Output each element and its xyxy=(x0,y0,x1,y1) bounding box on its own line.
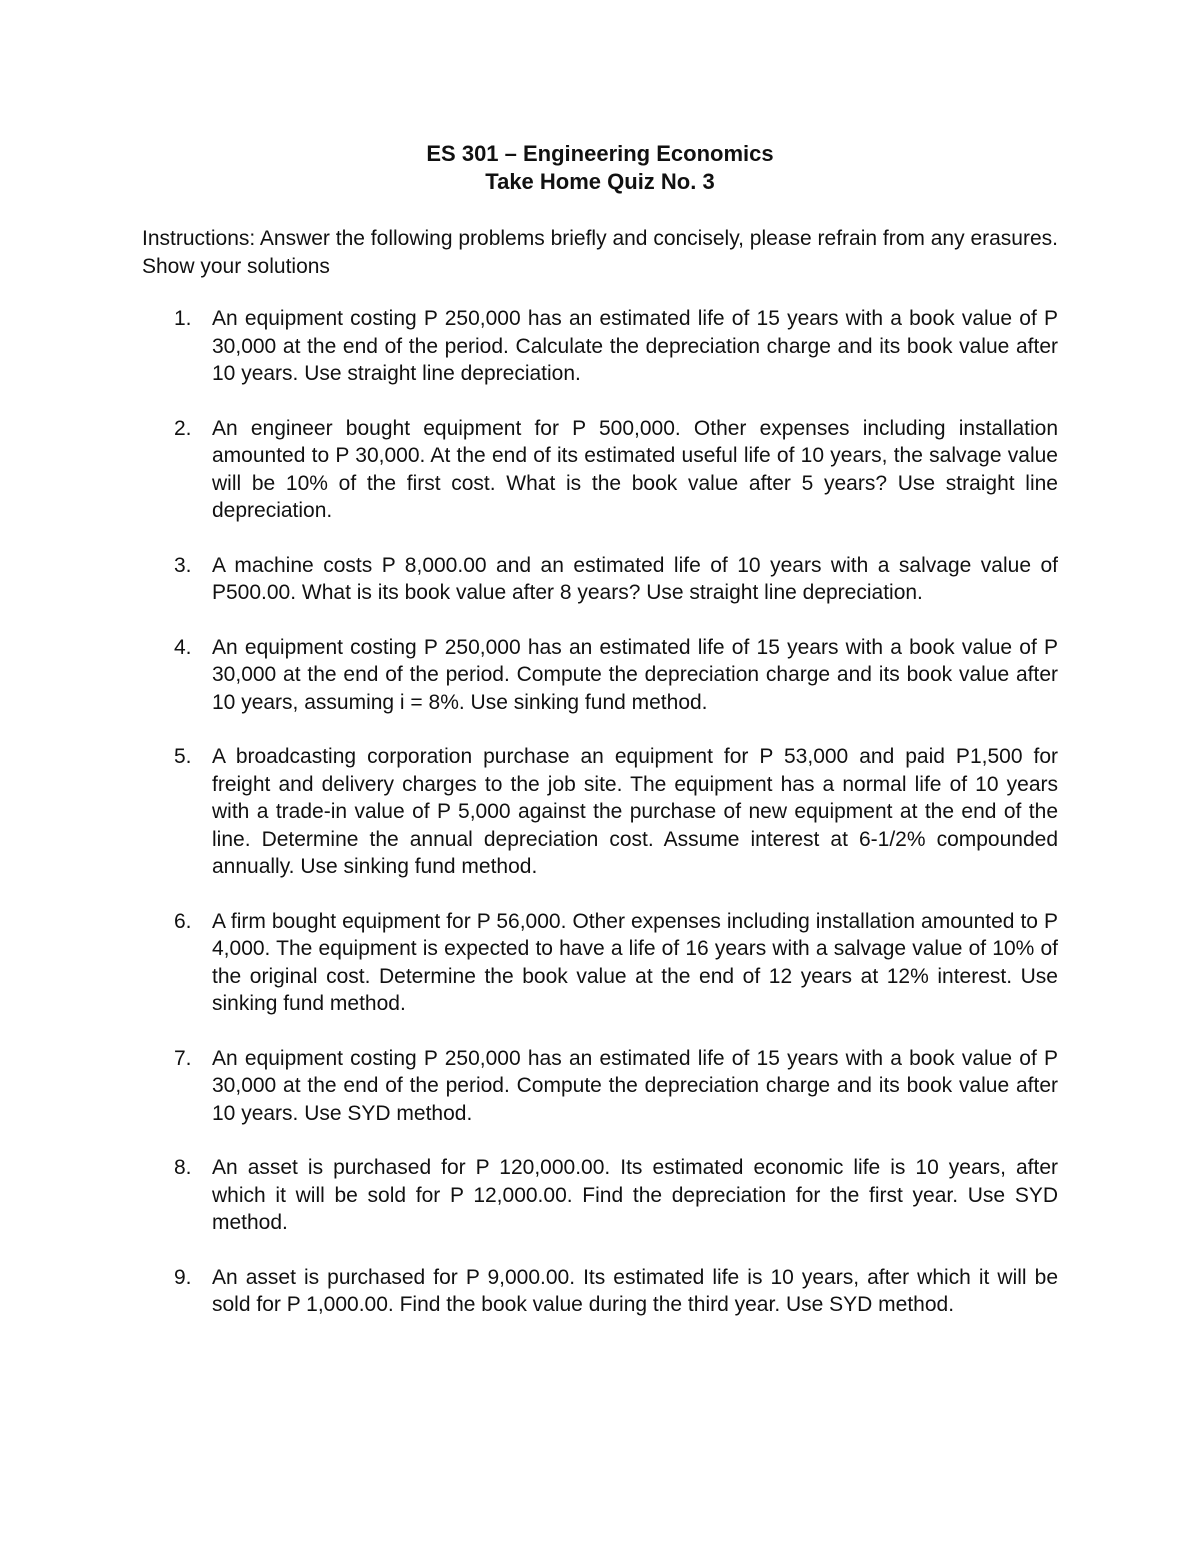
problem-number: 7. xyxy=(174,1046,192,1070)
document-header xyxy=(0,140,1200,196)
problem-item xyxy=(142,1154,1058,1237)
problem-text: An asset is purchased for P 120,000.00. Its estimated economic life is 10 years, after which it will be sold for P 12,000.00. Find the depreciation for the first year. Use SYD method. xyxy=(212,1156,1058,1234)
problem-text: A firm bought equipment for P 56,000. Other expenses including installation amounted to P 4,000. The equipment is expected to have a life of 16 years with a salvage value of 10% of the original cost. Determine the book value at the end of 12 years at 12% interest. Use sinking fund method. xyxy=(212,909,1058,1015)
instructions-paragraph: Instructions: Answer the following problems briefly and concisely, please refrain from any erasures. Show your solutions xyxy=(142,227,1058,278)
problem-text: A machine costs P 8,000.00 and an estimated life of 10 years with a salvage value of P500.00. What is its book value after 8 years? Use straight line depreciation. xyxy=(212,553,1058,604)
problem-item xyxy=(142,908,1058,1018)
problem-item xyxy=(142,1045,1058,1128)
problem-number: 8. xyxy=(174,1156,192,1179)
problem-number: 1. xyxy=(174,307,192,330)
problem-text: An equipment costing P 250,000 has an estimated life of 15 years with a book value of P 30,000 at the end of the period. Calculate the depreciation charge and its book value after 10 years. Use straight line depreciation. xyxy=(212,307,1058,385)
problem-item xyxy=(142,634,1058,717)
problem-text: An equipment costing P 250,000 has an estimated life of 15 years with a book value of P 30,000 at the end of the period. Compute the depreciation charge and its book value after 10 years, assuming i = 8%. Use sinking fund method. xyxy=(212,635,1058,714)
problem-number: 6. xyxy=(174,909,192,933)
problem-text: A broadcasting corporation purchase an equipment for P 53,000 and paid P1,500 for freight and delivery charges to the job site. The equipment has a normal life of 10 years with a trade-in value of P 5,000 against the purchase of new equipment at the end of the line. Determine the annual depreciation cost. Assume interest at 6-1/2% compounded annually. Use sinking fund method. xyxy=(212,745,1058,878)
problem-text: An equipment costing P 250,000 has an estimated life of 15 years with a book value of P 30,000 at the end of the period. Compute the depreciation charge and its book value after 10 years. Use SYD method. xyxy=(212,1046,1058,1125)
problem-item xyxy=(142,552,1058,607)
problem-text: An asset is purchased for P 9,000.00. Its estimated life is 10 years, after which it will be sold for P 1,000.00. Find the book value during the third year. Use SYD method. xyxy=(212,1265,1058,1316)
problem-number: 2. xyxy=(174,416,192,440)
problem-item xyxy=(142,743,1058,881)
problem-item xyxy=(142,305,1058,388)
course-title: ES 301 – Engineering Economics xyxy=(426,141,774,166)
problem-number: 4. xyxy=(174,635,192,659)
problem-number: 9. xyxy=(174,1265,192,1289)
problem-item xyxy=(142,415,1058,525)
problem-list xyxy=(142,305,1058,1346)
problem-item xyxy=(142,1264,1058,1319)
problem-text: An engineer bought equipment for P 500,000. Other expenses including installation amounted to P 30,000. At the end of its estimated useful life of 10 years, the salvage value will be 10% of the first cost. What is the book value after 5 years? Use straight line depreciation. xyxy=(212,416,1058,522)
problem-number: 3. xyxy=(174,553,192,577)
problem-number: 5. xyxy=(174,745,192,768)
quiz-title: Take Home Quiz No. 3 xyxy=(485,169,715,194)
